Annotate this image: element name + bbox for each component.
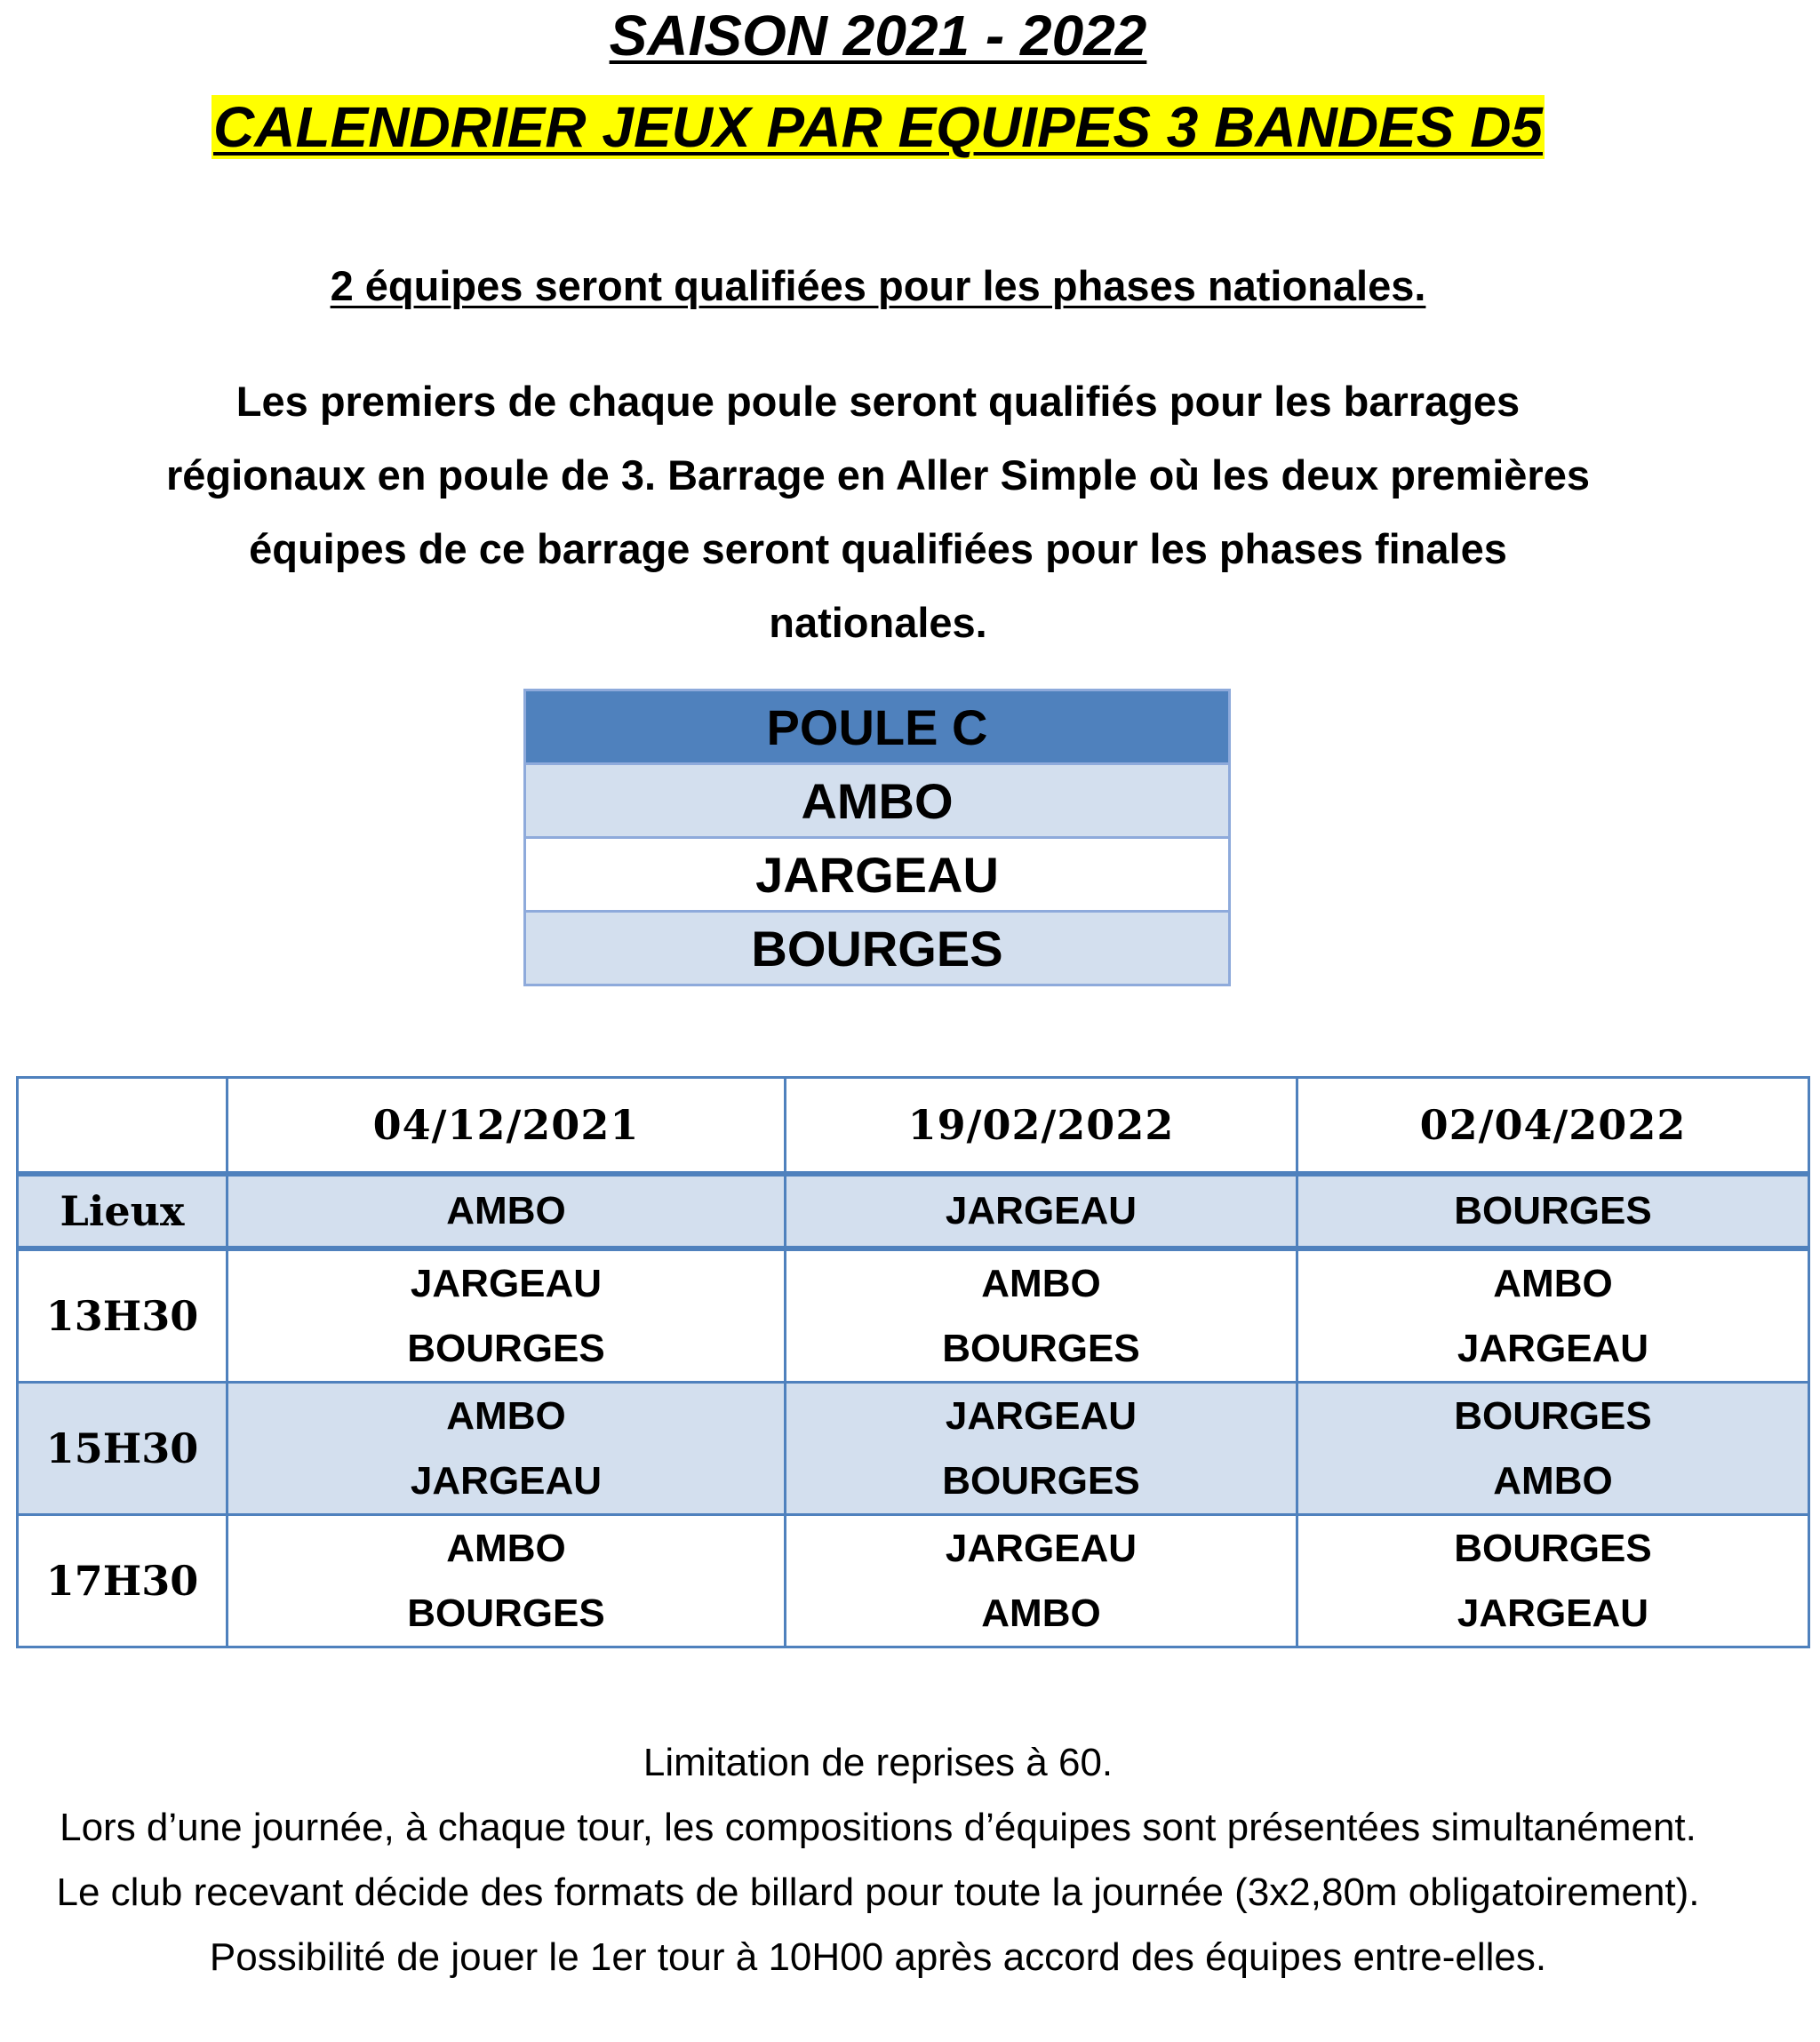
team-name: AMBO <box>446 1527 566 1570</box>
date-header-row <box>18 1078 1809 1175</box>
poule-team: AMBO <box>525 764 1230 838</box>
match-cell <box>1297 1248 1809 1383</box>
date-header: 02/04/2022 <box>1297 1078 1809 1175</box>
team-name: JARGEAU <box>1457 1327 1649 1370</box>
match-cell <box>786 1383 1297 1515</box>
lieux-row <box>18 1174 1809 1248</box>
poule-team: BOURGES <box>525 912 1230 985</box>
team-name: AMBO <box>1493 1262 1613 1305</box>
time-label: 13H30 <box>18 1248 228 1383</box>
time-slot-row <box>18 1515 1809 1647</box>
poule-title: POULE C <box>525 690 1230 764</box>
rules-description: Les premiers de chaque poule seront qualifiés pour les barrages régionaux en poule de 3. Barrage en Aller Simple où les deux premières équipes de ce barrage seront qualifiées pour les phases finales nationales. <box>165 378 1591 646</box>
time-label: 15H30 <box>18 1383 228 1515</box>
team-name: BOURGES <box>942 1327 1140 1370</box>
match-cell <box>786 1515 1297 1647</box>
team-name: BOURGES <box>407 1591 605 1635</box>
date-header: 04/12/2021 <box>228 1078 786 1175</box>
team-name: BOURGES <box>1454 1527 1652 1570</box>
schedule-table <box>16 1076 1810 1648</box>
note-line: Limitation de reprises à 60. <box>643 1741 1114 1784</box>
time-label: 17H30 <box>18 1515 228 1647</box>
team-name: BOURGES <box>942 1459 1140 1503</box>
qualification-note: 2 équipes seront qualifiées pour les phases nationales. <box>330 262 1426 309</box>
match-cell <box>228 1515 786 1647</box>
time-slot-row <box>18 1248 1809 1383</box>
match-cell <box>786 1248 1297 1383</box>
lieux-label: Lieux <box>18 1174 228 1248</box>
match-cell <box>228 1383 786 1515</box>
team-name: JARGEAU <box>945 1394 1138 1438</box>
team-name: AMBO <box>446 1394 566 1438</box>
note-line: Possibilité de jouer le 1er tour à 10H00 après accord des équipes entre-elles. <box>209 1935 1547 1979</box>
team-name: AMBO <box>981 1262 1101 1305</box>
poule-table <box>523 689 1231 986</box>
team-name: JARGEAU <box>945 1527 1138 1570</box>
team-name: AMBO <box>1493 1459 1613 1503</box>
team-name: JARGEAU <box>1457 1591 1649 1635</box>
lieu-cell: BOURGES <box>1297 1174 1809 1248</box>
team-name: AMBO <box>981 1591 1101 1635</box>
match-cell <box>1297 1383 1809 1515</box>
time-slot-row <box>18 1383 1809 1515</box>
match-cell <box>1297 1515 1809 1647</box>
team-name: JARGEAU <box>410 1262 603 1305</box>
lieu-cell: JARGEAU <box>786 1174 1297 1248</box>
note-line: Lors d’une journée, à chaque tour, les compositions d’équipes sont présentées simultanément. Le club recevant décide des formats de billard pour toute la journée (3x2,80m obligatoirement). <box>56 1806 1700 1914</box>
calendar-title: CALENDRIER JEUX PAR EQUIPES 3 BANDES D5 <box>213 95 1543 159</box>
corner-cell <box>18 1078 228 1175</box>
team-name: JARGEAU <box>410 1459 603 1503</box>
notes-block <box>36 1730 1720 1990</box>
poule-team: JARGEAU <box>525 838 1230 912</box>
lieu-cell: AMBO <box>228 1174 786 1248</box>
team-name: BOURGES <box>407 1327 605 1370</box>
team-name: BOURGES <box>1454 1394 1652 1438</box>
date-header: 19/02/2022 <box>786 1078 1297 1175</box>
match-cell <box>228 1248 786 1383</box>
season-title: SAISON 2021 - 2022 <box>609 4 1147 68</box>
